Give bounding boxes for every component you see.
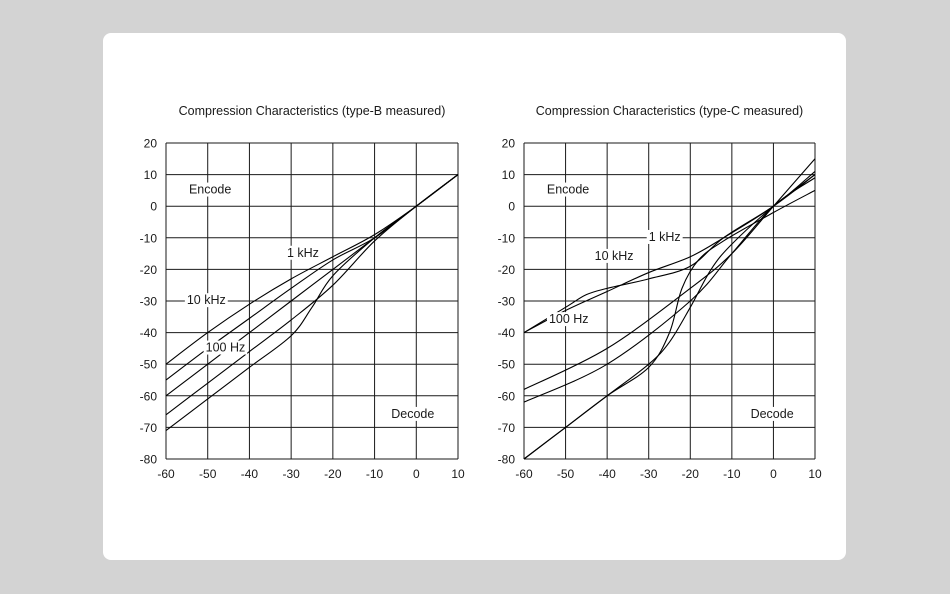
- y-tick-label: -10: [497, 231, 515, 246]
- annotation-label: 100 Hz: [548, 312, 589, 327]
- y-tick-label: 0: [508, 199, 515, 214]
- annotation-label: 100 Hz: [205, 340, 246, 355]
- x-tick-label: -10: [365, 467, 384, 481]
- y-tick-label: -30: [139, 294, 157, 309]
- x-tick-label: -50: [556, 467, 575, 481]
- x-tick-label: -40: [240, 467, 259, 481]
- y-tick-label: -30: [497, 294, 515, 309]
- chart-title: Compression Characteristics (type-C measured): [535, 104, 804, 118]
- y-tick-label: -40: [139, 326, 157, 341]
- y-tick-label: 10: [501, 168, 515, 183]
- y-tick-label: 20: [501, 136, 515, 151]
- x-tick-label: -10: [723, 467, 741, 481]
- y-tick-label: -20: [139, 262, 157, 277]
- chart-type-c: [498, 104, 822, 481]
- y-tick-label: -60: [497, 389, 515, 404]
- y-tick-label: -60: [139, 389, 157, 404]
- annotation-label: Decode: [750, 406, 794, 421]
- y-tick-label: 20: [143, 136, 157, 151]
- x-tick-label: 10: [451, 467, 465, 481]
- chart-title: Compression Characteristics (type-B measured): [178, 104, 446, 118]
- x-tick-label: -40: [598, 467, 616, 481]
- annotation-label: 1 kHz: [286, 245, 319, 260]
- annotation-label: Encode: [188, 182, 232, 197]
- x-tick-label: -30: [640, 467, 658, 481]
- y-tick-label: -20: [497, 262, 515, 277]
- y-tick-label: -70: [497, 420, 515, 435]
- series-line-3: [524, 178, 815, 402]
- annotation-label: 1 kHz: [648, 229, 681, 244]
- x-tick-label: -60: [157, 467, 175, 481]
- x-tick-label: 0: [770, 467, 777, 481]
- x-tick-label: 10: [808, 467, 822, 481]
- compression-characteristics-figure: [103, 33, 846, 560]
- chart-type-b: [140, 104, 465, 481]
- x-tick-label: -20: [324, 467, 342, 481]
- y-tick-label: -40: [497, 326, 515, 341]
- figure-card: [103, 33, 846, 560]
- y-tick-label: -80: [497, 452, 515, 467]
- x-tick-label: 0: [412, 467, 420, 481]
- y-tick-label: -50: [497, 357, 515, 372]
- x-tick-label: -50: [199, 467, 217, 481]
- y-tick-label: -50: [139, 357, 157, 372]
- x-tick-label: -60: [515, 467, 533, 481]
- y-tick-label: -10: [139, 231, 157, 246]
- y-tick-label: -70: [139, 420, 157, 435]
- x-tick-label: -30: [282, 467, 300, 481]
- y-tick-label: 0: [150, 199, 157, 214]
- annotation-label: 10 kHz: [594, 248, 634, 263]
- y-tick-label: -80: [139, 452, 157, 467]
- x-tick-label: -20: [681, 467, 699, 481]
- annotation-label: Decode: [391, 406, 435, 421]
- annotation-label: Encode: [546, 182, 590, 197]
- annotation-label: 10 kHz: [186, 293, 226, 308]
- y-tick-label: 10: [143, 168, 157, 183]
